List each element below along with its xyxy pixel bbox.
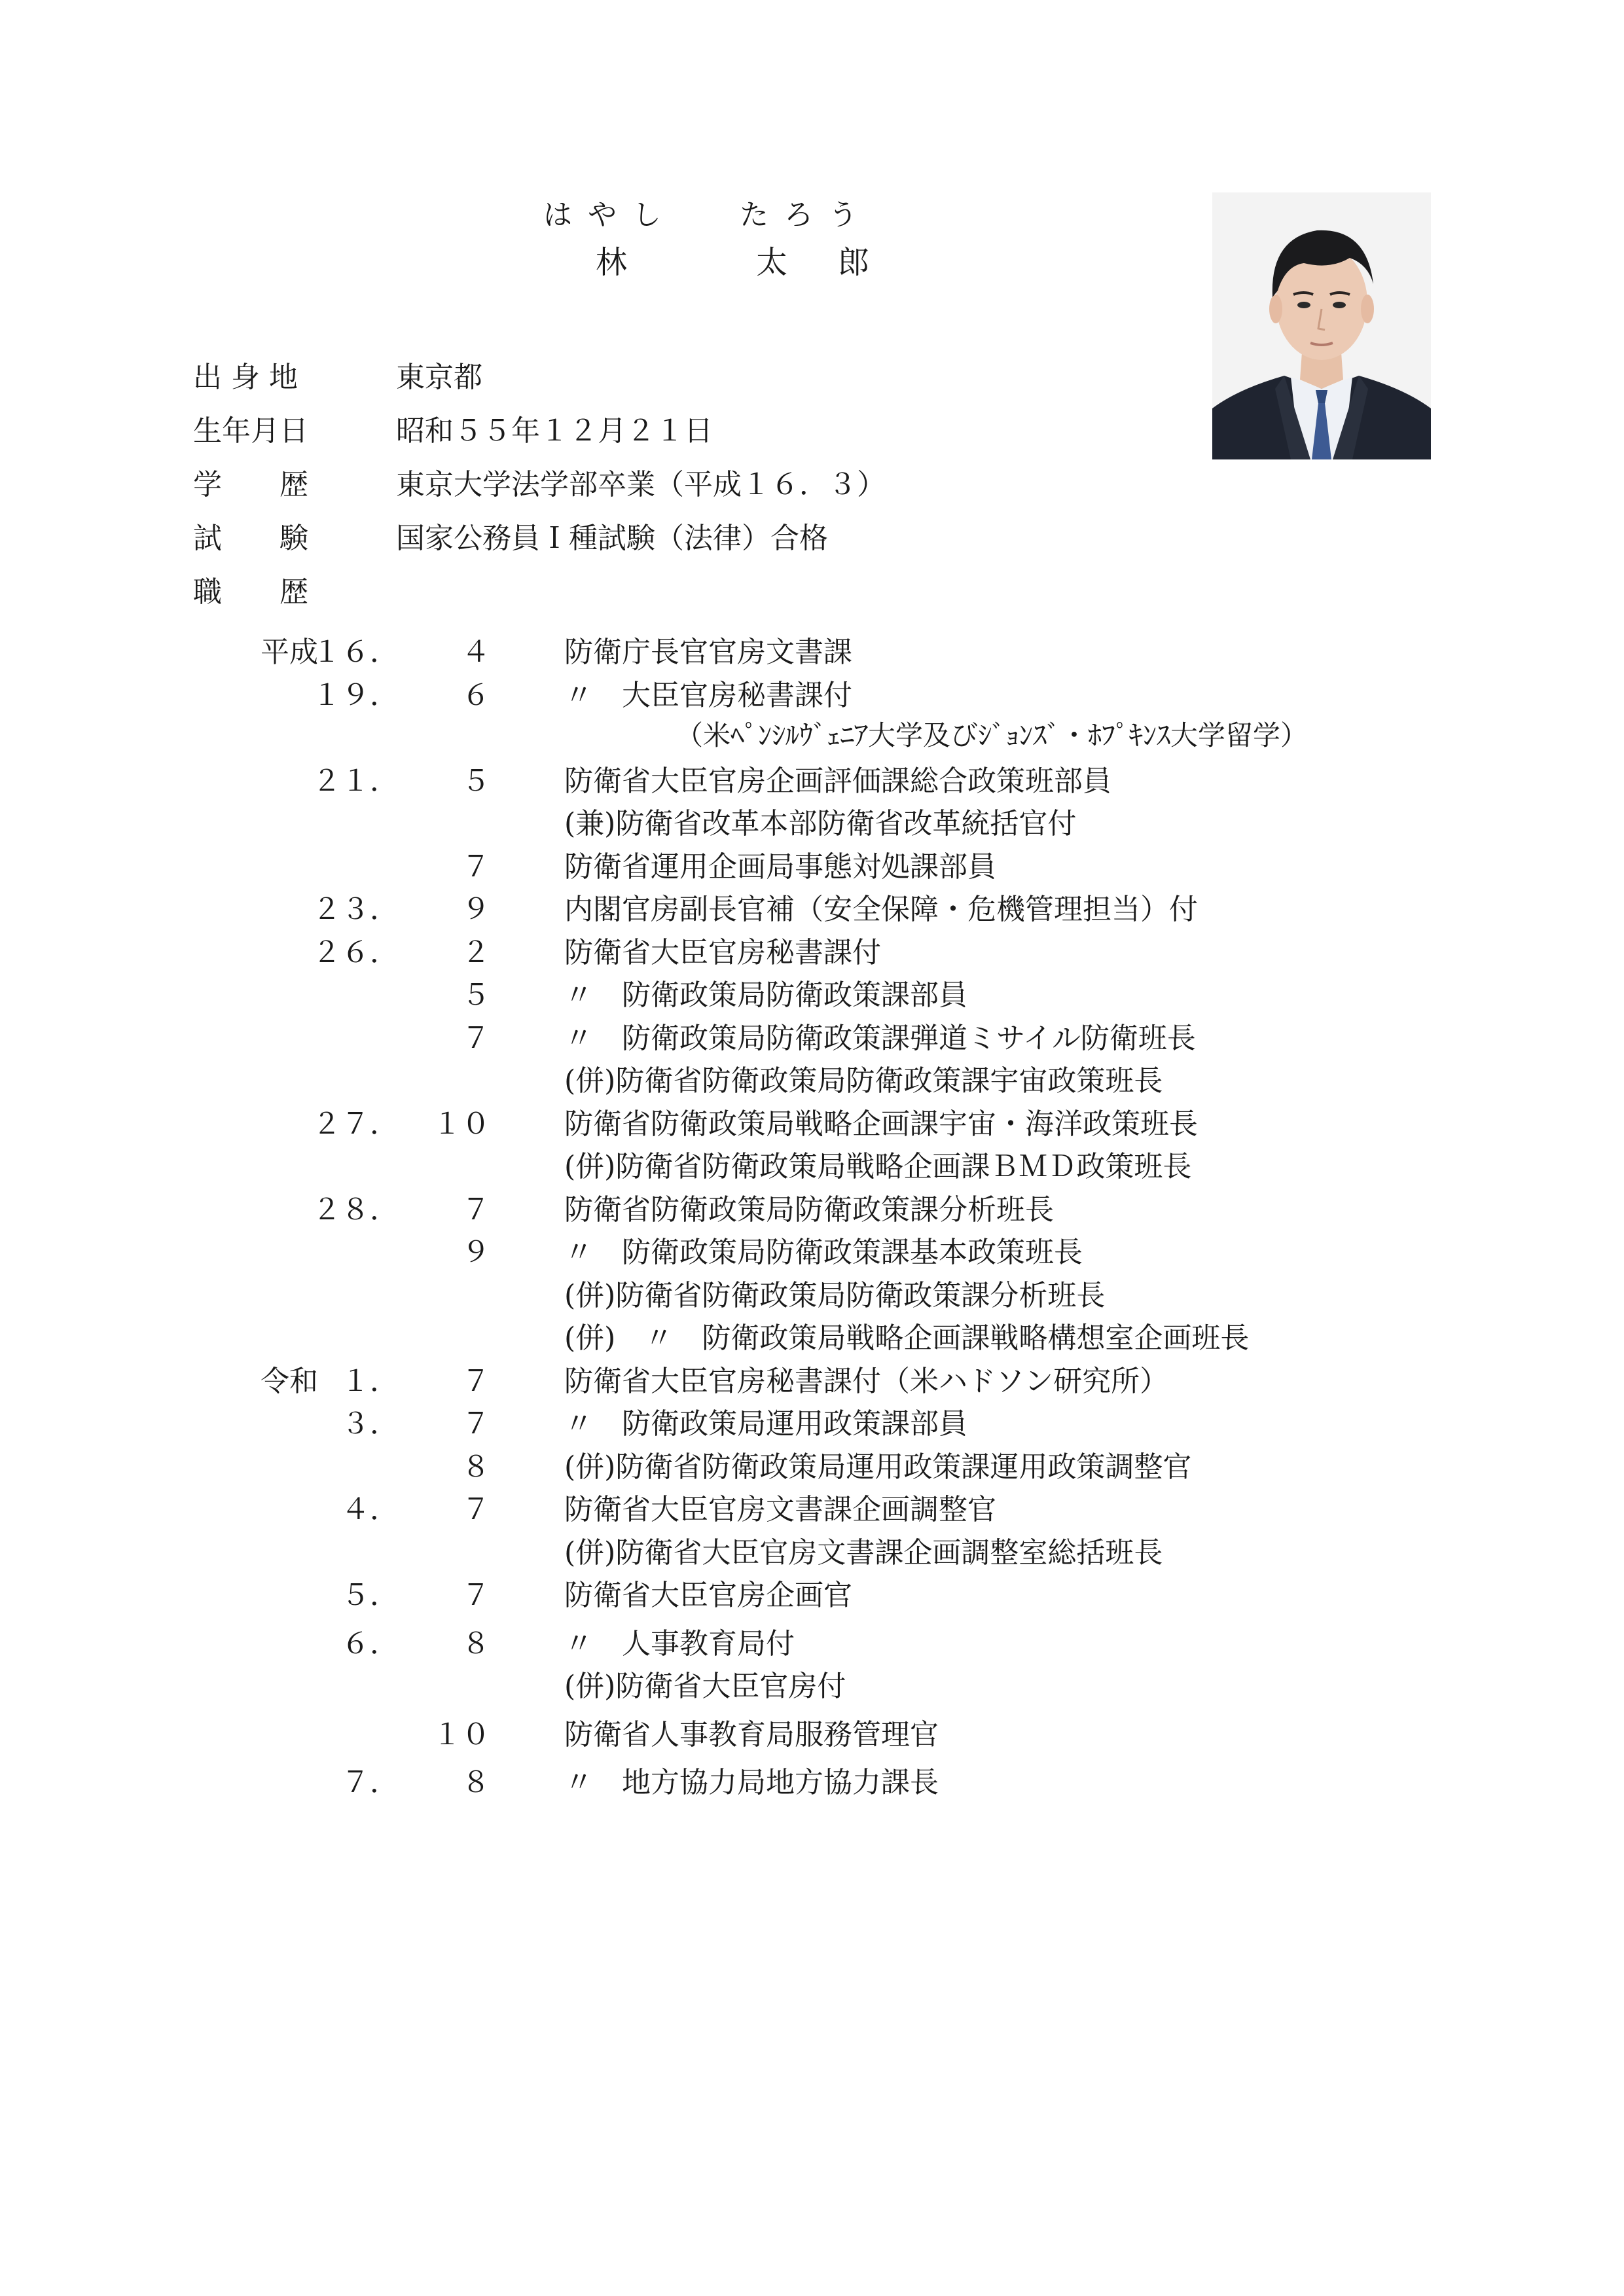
kana-given-name: たろう (740, 198, 873, 232)
career-position: 内閣官房副長官補（安全保障・危機管理担当）付 (564, 893, 1198, 926)
career-month: ６ (461, 678, 490, 712)
career-row (0, 1529, 1624, 1572)
career-row (0, 1759, 1624, 1802)
career-row (0, 1100, 1624, 1143)
career-era: 令和 (261, 1364, 318, 1398)
birthdate-label: 生年月日 (193, 414, 308, 448)
career-era: 平成 (261, 636, 318, 669)
career-month: ７ (461, 1493, 490, 1526)
career-position: 防衛省大臣官房文書課企画調整官 (564, 1493, 996, 1526)
career-row (0, 714, 1624, 757)
career-row (0, 672, 1624, 715)
career-position: (併)防衛省大臣官房文書課企画調整室総括班長 (564, 1535, 1163, 1570)
career-position: 〃 防衛政策局防衛政策課基本政策班長 (564, 1236, 1083, 1269)
career-month: ９ (461, 1236, 490, 1269)
career-month: ８ (461, 1766, 490, 1799)
career-position: 防衛庁長官官房文書課 (564, 636, 852, 669)
career-month: ７ (461, 1193, 490, 1227)
career-year: ２８． (312, 1193, 399, 1227)
career-position: 〃 地方協力局地方協力課長 (564, 1766, 939, 1799)
career-row (0, 1186, 1624, 1229)
education-label: 学 歴 (193, 468, 308, 501)
career-row (0, 1357, 1624, 1401)
career-row (0, 1620, 1624, 1663)
career-month: ５ (461, 764, 490, 798)
name-kanji (543, 237, 884, 283)
career-month: ７ (461, 1579, 490, 1612)
birthplace-label: 出 身 地 (193, 361, 298, 394)
career-row (0, 971, 1624, 1014)
education-value: 東京大学法学部卒業（平成１６．３） (396, 468, 886, 501)
career-position: (兼)防衛省改革本部防衛省改革統括官付 (564, 807, 1077, 840)
birthdate-value: 昭和５５年１２月２１日 (396, 414, 713, 448)
career-position: 〃 防衛政策局防衛政策課部員 (564, 978, 967, 1012)
career-position: 〃 人事教育局付 (564, 1626, 795, 1660)
career-month: ７ (461, 1364, 490, 1398)
career-position: 防衛省大臣官房秘書課付 (564, 935, 881, 969)
career-row (0, 1662, 1624, 1706)
career-year: ３． (341, 1407, 399, 1441)
career-month: ２ (461, 935, 490, 969)
career-label: 職 歴 (193, 575, 308, 609)
career-row (0, 800, 1624, 843)
career-row (0, 757, 1624, 800)
career-row (0, 1057, 1624, 1100)
career-month: ７ (461, 1021, 490, 1055)
career-position: 防衛省防衛政策局防衛政策課分析班長 (564, 1193, 1054, 1227)
career-position: (併)防衛省防衛政策局防衛政策課宇宙政策班長 (564, 1064, 1163, 1098)
career-year: １６． (312, 636, 399, 669)
career-position: 防衛省大臣官房企画評価課総合政策班部員 (564, 764, 1111, 798)
career-position: 防衛省大臣官房秘書課付（米ハドソン研究所） (564, 1364, 1169, 1398)
career-year: ５． (341, 1579, 399, 1612)
career-position: 〃 大臣官房秘書課付 (564, 678, 852, 712)
career-row (0, 1571, 1624, 1615)
name-kana (543, 191, 884, 237)
kanji-given-name-2: 郎 (838, 244, 886, 281)
career-month: ８ (461, 1450, 490, 1484)
career-year: ２１． (312, 764, 399, 798)
career-position: (併)防衛省防衛政策局運用政策課運用政策調整官 (564, 1450, 1192, 1484)
career-row (0, 1272, 1624, 1315)
birthplace-value: 東京都 (396, 361, 482, 394)
career-year: １９． (312, 678, 399, 712)
career-row (0, 1711, 1624, 1754)
career-year: ２６． (312, 935, 399, 969)
career-position: 〃 防衛政策局運用政策課部員 (564, 1407, 967, 1441)
career-position: 防衛省人事教育局服務管理官 (564, 1717, 939, 1751)
career-row (0, 1143, 1624, 1186)
kana-family-name: はやし (543, 198, 677, 232)
portrait-photo (1212, 192, 1431, 459)
career-position: (併) 〃 防衛政策局戦略企画課戦略構想室企画班長 (564, 1321, 1250, 1355)
career-row (0, 1229, 1624, 1272)
kanji-given-name-1: 太 (756, 244, 804, 281)
career-position: 〃 防衛政策局防衛政策課弾道ミサイル防衛班長 (564, 1021, 1196, 1055)
career-year: ４． (341, 1493, 399, 1526)
career-position: 防衛省大臣官房企画官 (564, 1579, 852, 1612)
career-month: ７ (461, 1407, 490, 1441)
career-month: １０ (433, 1717, 490, 1751)
career-position: 防衛省防衛政策局戦略企画課宇宙・海洋政策班長 (564, 1107, 1198, 1141)
career-row (0, 1486, 1624, 1529)
career-row (0, 628, 1624, 672)
career-row (0, 843, 1624, 886)
career-position: （米ﾍﾟﾝｼﾙｳﾞｪﾆｱ大学及びｼﾞｮﾝｽﾞ・ﾎﾌﾟｷﾝｽ大学留学） (676, 719, 1308, 751)
career-month: ４ (461, 636, 490, 669)
career-position: (併)防衛省大臣官房付 (564, 1670, 846, 1703)
career-position: 防衛省運用企画局事態対処課部員 (564, 850, 996, 884)
career-row (0, 1314, 1624, 1357)
career-row (0, 1014, 1624, 1058)
career-year: ７． (341, 1766, 399, 1799)
exam-label: 試 験 (193, 522, 308, 555)
career-month: ５ (461, 978, 490, 1012)
career-row (0, 1443, 1624, 1486)
career-month: ７ (461, 850, 490, 884)
name-heading (543, 191, 884, 283)
career-history (0, 628, 1624, 1802)
kanji-family-name: 林 (596, 244, 643, 281)
career-position: (併)防衛省防衛政策局戦略企画課ＢＭＤ政策班長 (564, 1150, 1192, 1183)
career-year: ２７． (312, 1107, 399, 1141)
career-year: １． (341, 1364, 399, 1398)
career-year: ６． (341, 1626, 399, 1660)
career-position: (併)防衛省防衛政策局防衛政策課分析班長 (564, 1278, 1106, 1312)
career-row (0, 1400, 1624, 1443)
career-row (0, 886, 1624, 929)
career-row (0, 929, 1624, 972)
career-year: ２３． (312, 893, 399, 926)
career-month: ９ (461, 893, 490, 926)
career-month: ８ (461, 1626, 490, 1660)
career-month: １０ (433, 1107, 490, 1141)
exam-value: 国家公務員Ｉ種試験（法律）合格 (396, 522, 828, 555)
